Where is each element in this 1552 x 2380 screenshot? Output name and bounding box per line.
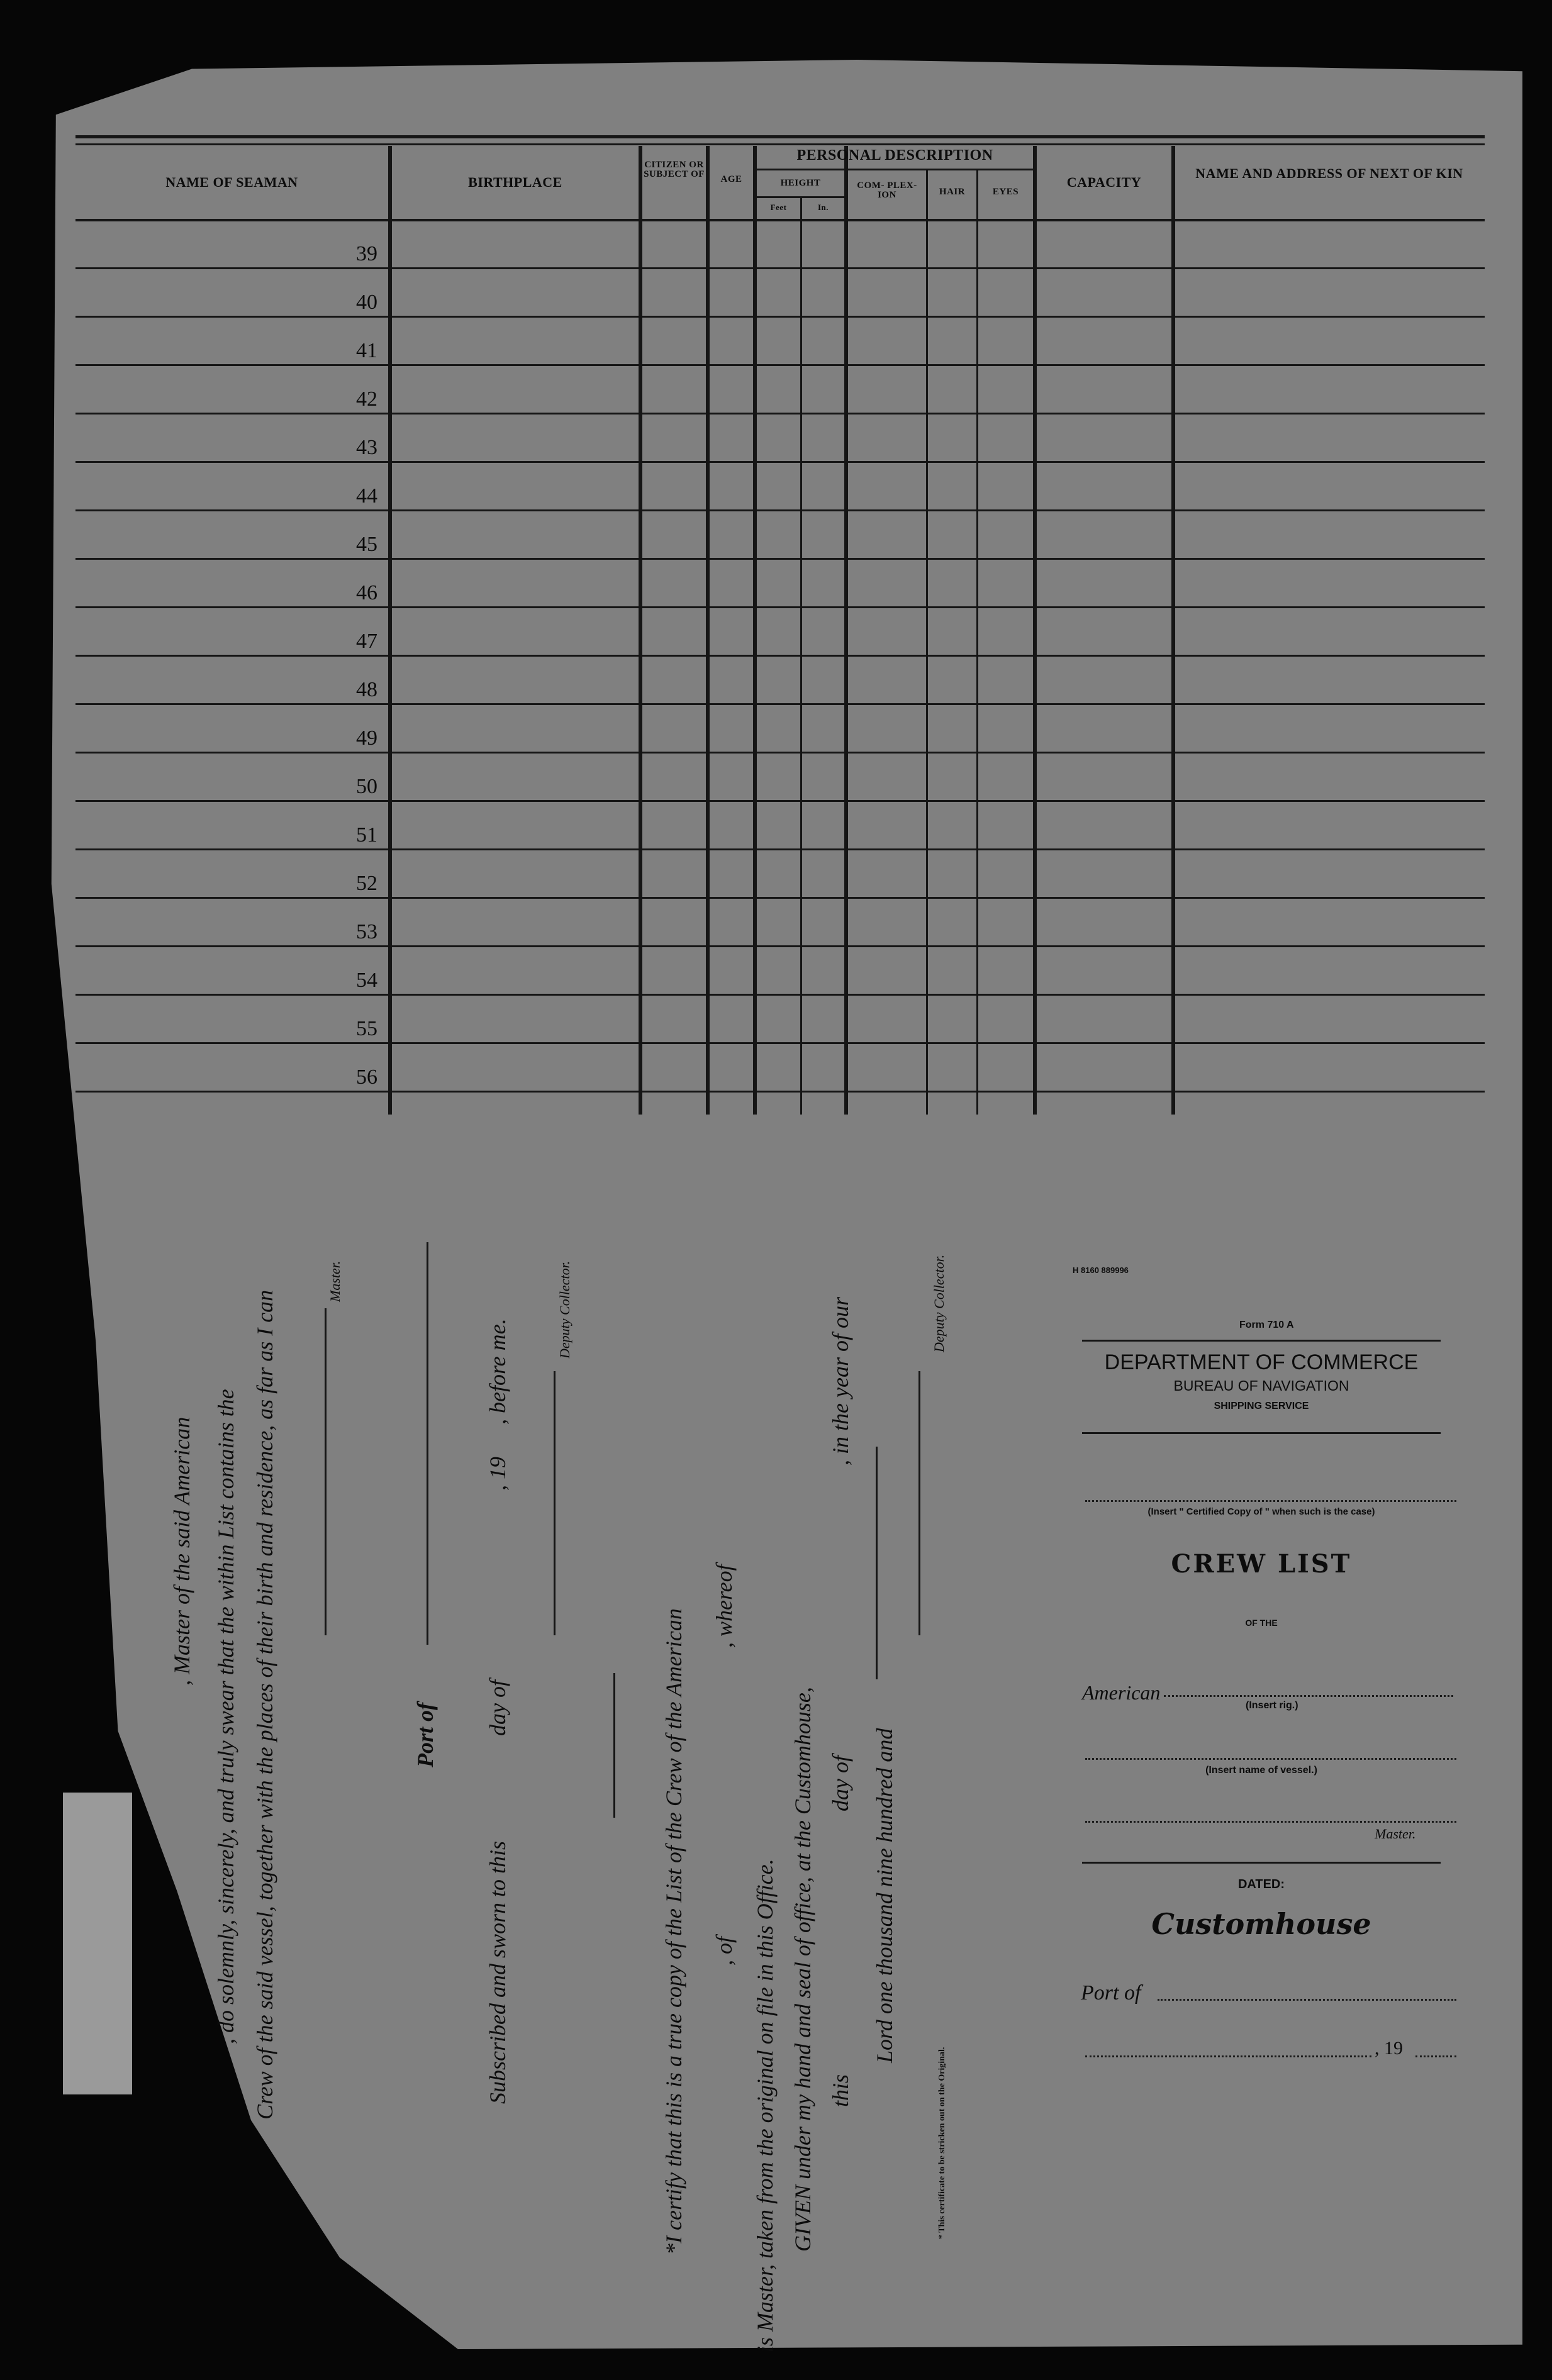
cover-nineteen-label: , 19 xyxy=(1375,2038,1403,2059)
height-rule xyxy=(755,196,846,198)
row-line xyxy=(75,897,1485,899)
header-citizen: CITIZEN OR SUBJECT OF xyxy=(644,160,705,179)
american-label: American xyxy=(1082,1681,1161,1704)
date-line xyxy=(1085,2055,1371,2057)
row-line xyxy=(75,267,1485,269)
insert-vessel-note: (Insert name of vessel.) xyxy=(1205,1765,1317,1776)
col-line-citizen xyxy=(706,146,710,1115)
header-personal-description: PERSONAL DESCRIPTION xyxy=(796,147,993,164)
customhouse-label: Customhouse xyxy=(1151,1907,1371,1941)
header-name: NAME OF SEAMAN xyxy=(165,174,298,190)
insert-rig-note: (Insert rig.) xyxy=(1246,1700,1298,1711)
header-bottom-rule xyxy=(75,219,1485,221)
oath-line-1: , Master of the said American xyxy=(169,1416,194,1686)
header-age: AGE xyxy=(720,174,742,184)
header-feet: Feet xyxy=(770,203,787,212)
certificate-deputy-line xyxy=(918,1371,920,1635)
department-title: DEPARTMENT OF COMMERCE xyxy=(1104,1350,1419,1374)
row-line xyxy=(75,1091,1485,1093)
cover-master-label: Master. xyxy=(1375,1826,1416,1842)
row-line xyxy=(75,558,1485,560)
cover-rule-bottom xyxy=(1082,1862,1441,1864)
row-number: 52 xyxy=(356,872,377,895)
form-code: H 8160 889996 xyxy=(1073,1265,1129,1275)
day-of-label: day of xyxy=(485,1680,510,1736)
oath-line-2: , do solemnly, sincerely, and truly swear that the within List contains the xyxy=(213,1389,238,2044)
row-number: 44 xyxy=(356,484,377,508)
separator-line xyxy=(613,1673,615,1818)
col-line-capacity xyxy=(1171,146,1175,1115)
row-number: 47 xyxy=(356,630,377,653)
row-line xyxy=(75,945,1485,947)
cover-rule-mid xyxy=(1082,1432,1441,1434)
header-height: HEIGHT xyxy=(780,178,821,188)
nineteen-label: , 19 xyxy=(485,1457,510,1491)
insert-certified-note: (Insert " Certified Copy of " when such is the case) xyxy=(1147,1506,1375,1517)
deputy-collector-label: Deputy Collector. xyxy=(557,1260,572,1359)
col-line-age xyxy=(753,146,757,1115)
col-line-complexion xyxy=(926,170,928,1115)
crew-list-title: CREW LIST xyxy=(1171,1549,1352,1579)
row-line xyxy=(75,509,1485,511)
row-number: 54 xyxy=(356,969,377,992)
certificate-lord: Lord one thousand nine hundred and xyxy=(872,1728,897,2063)
of-the-label: OF THE xyxy=(1245,1618,1278,1628)
service-title: SHIPPING SERVICE xyxy=(1214,1401,1309,1411)
row-number: 55 xyxy=(356,1017,377,1040)
deputy-signature-line xyxy=(554,1371,555,1635)
master-line xyxy=(1085,1821,1456,1823)
row-number: 40 xyxy=(356,291,377,314)
col-line-hair xyxy=(976,170,978,1115)
row-line xyxy=(75,655,1485,657)
header-eyes: EYES xyxy=(992,187,1019,197)
header-birthplace: BIRTHPLACE xyxy=(468,174,562,190)
col-line-birthplace xyxy=(639,146,642,1115)
row-number: 45 xyxy=(356,533,377,556)
col-line-height xyxy=(844,146,848,1115)
torn-corner-patch xyxy=(63,1793,132,2094)
row-number: 39 xyxy=(356,242,377,265)
rig-line xyxy=(1164,1695,1453,1697)
header-inches: In. xyxy=(817,203,829,212)
certificate-line-1: *I certify that this is a true copy of the List of the Crew of the American xyxy=(661,1608,686,2255)
certificate-deputy-label: Deputy Collector. xyxy=(931,1254,947,1352)
header-capacity: CAPACITY xyxy=(1066,174,1142,190)
row-number: 56 xyxy=(356,1065,377,1089)
row-line xyxy=(75,994,1485,996)
subscribed-text: Subscribed and sworn to this xyxy=(485,1840,510,2104)
certificate-this: this xyxy=(828,2074,853,2107)
certificate-whereof: , whereof xyxy=(712,1564,737,1648)
row-number: 43 xyxy=(356,436,377,459)
master-signature-line xyxy=(325,1308,327,1635)
row-line xyxy=(75,1042,1485,1044)
row-line xyxy=(75,752,1485,753)
row-line xyxy=(75,461,1485,463)
bureau-title: BUREAU OF NAVIGATION xyxy=(1173,1377,1349,1394)
certificate-year-line xyxy=(876,1447,878,1679)
certified-copy-line xyxy=(1085,1500,1456,1502)
master-label: Master. xyxy=(327,1260,343,1302)
certificate-day-of: day of xyxy=(828,1755,853,1811)
header-hair: HAIR xyxy=(939,187,966,197)
port-line xyxy=(427,1242,428,1645)
year-line xyxy=(1415,2055,1456,2057)
table-top-rule xyxy=(75,135,1485,138)
header-next-of-kin: NAME AND ADDRESS OF NEXT OF KIN xyxy=(1195,165,1463,181)
col-line-eyes xyxy=(1033,146,1037,1115)
form-number: Form 710 A xyxy=(1239,1320,1294,1330)
row-number: 48 xyxy=(356,678,377,701)
port-of-label: Port of xyxy=(413,1703,438,1767)
before-me-label: , before me. xyxy=(485,1318,510,1425)
row-number: 41 xyxy=(356,339,377,362)
port-line xyxy=(1158,1999,1456,2001)
certificate-footnote: * This certificate to be stricken out on the Original. xyxy=(937,2047,947,2239)
vessel-name-line xyxy=(1085,1758,1456,1760)
dated-label: DATED: xyxy=(1237,1877,1285,1891)
row-number: 49 xyxy=(356,726,377,750)
certificate-line-3: is Master, taken from the original on file in this Office. xyxy=(752,1859,778,2352)
row-line xyxy=(75,413,1485,414)
row-line xyxy=(75,848,1485,850)
personal-desc-rule xyxy=(755,169,1035,170)
row-number: 46 xyxy=(356,581,377,604)
row-number: 51 xyxy=(356,823,377,847)
cover-rule-top xyxy=(1082,1340,1441,1342)
col-line-name xyxy=(388,146,392,1115)
row-number: 50 xyxy=(356,775,377,798)
row-line xyxy=(75,364,1485,366)
row-line xyxy=(75,703,1485,705)
certificate-of: , of xyxy=(712,1936,737,1966)
table-top-rule-2 xyxy=(75,143,1485,145)
oath-line-3: Crew of the said vessel, together with the places of their birth and residence, as far as I can xyxy=(252,1289,277,2120)
row-number: 53 xyxy=(356,920,377,943)
certificate-given: GIVEN under my hand and seal of office, at the Customhouse, xyxy=(790,1687,815,2252)
cover-port-of-label: Port of xyxy=(1081,1981,1141,2005)
row-number: 42 xyxy=(356,387,377,411)
header-complexion: COM- PLEX- ION xyxy=(857,181,917,200)
certificate-year: , in the year of our xyxy=(828,1297,853,1465)
row-line xyxy=(75,800,1485,802)
row-line xyxy=(75,316,1485,318)
row-line xyxy=(75,606,1485,608)
